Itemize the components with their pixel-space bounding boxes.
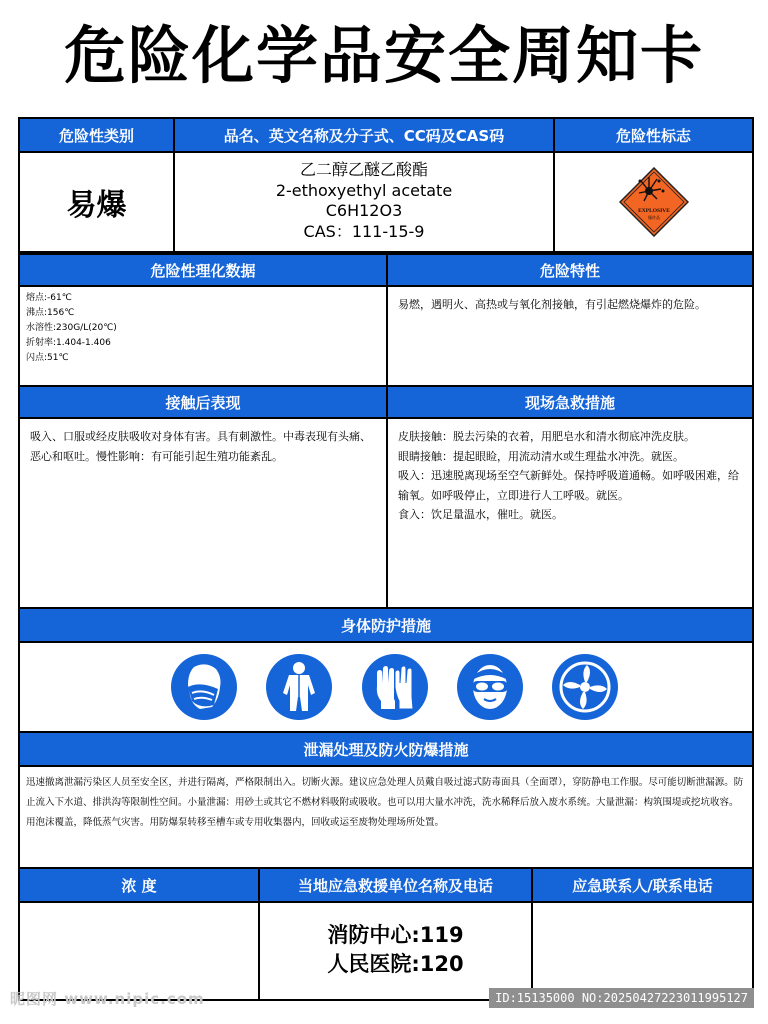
first-aid-line: 眼睛接触：提起眼睑，用流动清水或生理盐水冲洗。就医。 bbox=[398, 449, 684, 463]
leak-header: 泄漏处理及防火防爆措施 bbox=[18, 731, 754, 767]
hazard-sign-header: 危险性标志 bbox=[553, 117, 754, 153]
protection-header: 身体防护措施 bbox=[18, 607, 754, 643]
hazard-class-value: 易爆 bbox=[18, 151, 175, 253]
concentration-cell bbox=[18, 901, 260, 1001]
first-aid-header: 现场急救措施 bbox=[386, 385, 754, 419]
exposure-header: 接触后表现 bbox=[18, 385, 388, 419]
first-aid-list bbox=[386, 417, 754, 609]
page-title: 危险化学品安全周知卡 bbox=[63, 19, 704, 92]
concentration-header: 浓 度 bbox=[18, 867, 260, 903]
safety-goggles-icon bbox=[456, 653, 524, 721]
hazard-properties-header: 危险特性 bbox=[386, 253, 754, 287]
first-aid-line: 吸入：迅速脱离现场至空气新鲜处。保持呼吸道通畅。如呼吸困难，给输氧。如呼吸停止，立即进行人工呼吸。就医。 bbox=[398, 469, 739, 502]
watermark-id: ID:15135000 NO:20250427223011995127 bbox=[489, 988, 754, 1008]
hazard-class-header: 危险性类别 bbox=[18, 117, 175, 153]
product-name-en: 2-ethoxyethyl acetate bbox=[275, 180, 453, 200]
leak-text: 迅速撤离泄漏污染区人员至安全区，并进行隔离，严格限制出入。切断火源。建议应急处理人员戴自吸过滤式防毒面具（全面罩），穿防静电工作服。尽可能切断泄漏源。防止流入下水道、排洪沟等限制性空间。小量泄漏：用砂土或其它不燃材料吸附或吸收。也可以用大量水冲洗，洗水稀释后放入废水系统。大量泄漏：构筑围堤或挖坑收容。用泡沫覆盖，降低蒸气灾害。用防爆泵转移至槽车或专用收集器内，回收或运至废物处理场所处置。 bbox=[18, 765, 754, 869]
physchem-item: 闪点:51℃ bbox=[26, 353, 69, 363]
ventilation-fan-icon bbox=[551, 653, 619, 721]
physchem-header: 危险性理化数据 bbox=[18, 253, 388, 287]
physchem-item: 水溶性:230G/L(20℃) bbox=[26, 323, 117, 333]
first-aid-line: 食入：饮足量温水，催吐。就医。 bbox=[398, 508, 563, 521]
product-info bbox=[173, 151, 555, 253]
product-cas: CAS：111-15-9 bbox=[303, 221, 425, 241]
exposure-text: 吸入、口服或经皮肤吸收对身体有害。具有刺激性。中毒表现有头痛、恶心和呕吐。慢性影响：有可能引起生殖功能紊乱。 bbox=[18, 417, 388, 609]
physchem-item: 折射率:1.404-1.406 bbox=[26, 338, 111, 348]
hazard-properties-text: 易燃，遇明火、高热或与氧化剂接触，有引起燃烧爆炸的危险。 bbox=[386, 285, 754, 387]
hazard-sign-cell bbox=[553, 151, 754, 253]
physchem-data bbox=[18, 285, 388, 387]
product-name-header: 品名、英文名称及分子式、CC码及CAS码 bbox=[173, 117, 555, 153]
local-rescue-header: 当地应急救援单位名称及电话 bbox=[258, 867, 533, 903]
protective-suit-icon bbox=[265, 653, 333, 721]
protective-gloves-icon bbox=[361, 653, 429, 721]
emergency-contact-header: 应急联系人/联系电话 bbox=[531, 867, 754, 903]
physchem-item: 熔点:-61℃ bbox=[26, 293, 72, 303]
respirator-mask-icon bbox=[170, 653, 238, 721]
ppe-icons-row bbox=[18, 641, 754, 733]
explosive-diamond-icon bbox=[619, 167, 689, 237]
explosive-label-en: EXPLOSIVE bbox=[637, 208, 670, 214]
fire-center-phone: 消防中心:119 bbox=[327, 923, 464, 947]
emergency-contact-cell bbox=[531, 901, 754, 1001]
watermark-left: 昵图网 www.nipic.com bbox=[10, 990, 205, 1008]
explosive-label-cn: 爆炸品 bbox=[647, 215, 660, 220]
local-rescue-cell bbox=[258, 901, 533, 1001]
hospital-phone: 人民医院:120 bbox=[327, 952, 464, 976]
physchem-item: 沸点:156℃ bbox=[26, 308, 75, 318]
product-formula: C6H12O3 bbox=[325, 201, 403, 220]
product-name-cn: 乙二醇乙醚乙酸酯 bbox=[299, 160, 428, 179]
first-aid-line: 皮肤接触：脱去污染的衣着，用肥皂水和清水彻底冲洗皮肤。 bbox=[398, 430, 695, 443]
